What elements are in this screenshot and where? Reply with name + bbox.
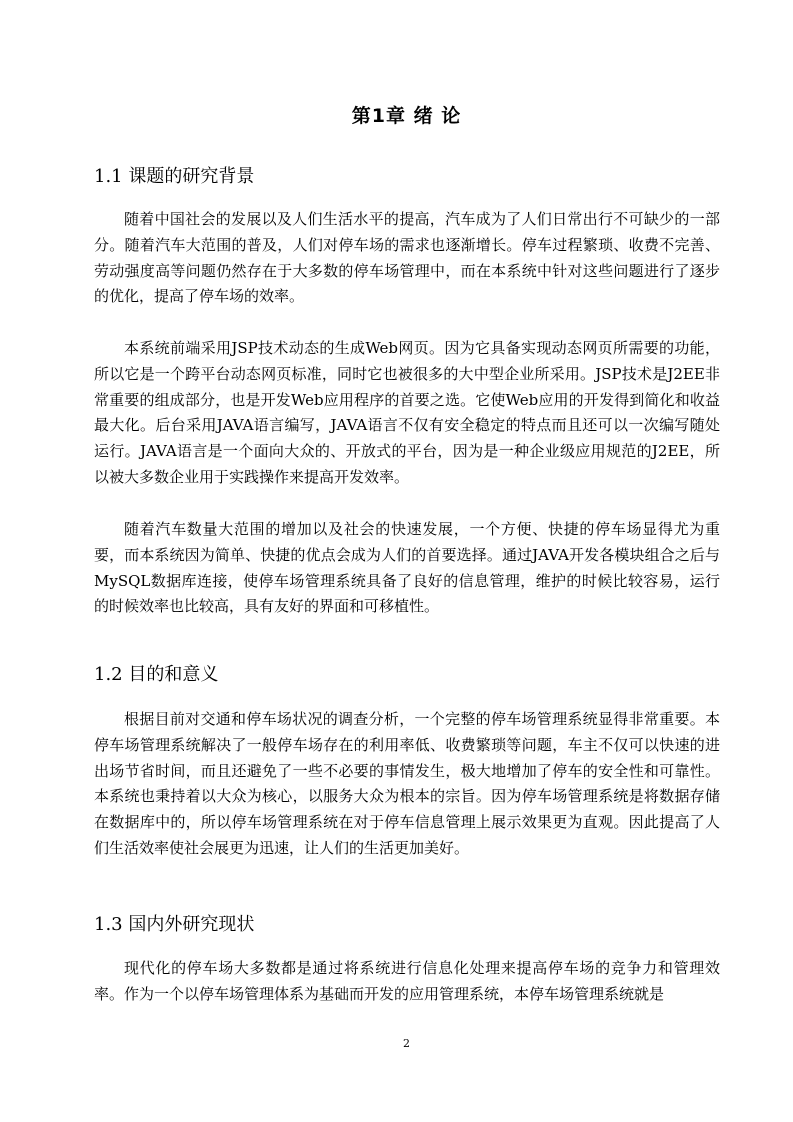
paragraph: 本系统前端采用JSP技术动态的生成Web网页。因为它具备实现动态网页所需要的功能，所以它是一个跨平台动态网页标准，同时它也被很多的大中型企业所采用。JSP技术是J2EE非常重要的组成部分，也是开发Web应用程序的首要之选。它使Web应用的开发得到简化和收益最大化。后台采用JAVA语言编写，JAVA语言不仅有安全稳定的特点而且还可以一次编写随处运行。JAVA语言是一个面向大众的、开放式的平台，因为是一种企业级应用规范的J2EE，所以被大多数企业用于实践操作来提高开发效率。	[94, 339, 720, 486]
section-heading-1-1: 1.1 课题的研究背景	[94, 166, 255, 187]
paragraph: 根据目前对交通和停车场状况的调查分析，一个完整的停车场管理系统显得非常重要。本停车场管理系统解决了一般停车场存在的利用率低、收费繁琐等问题，车主不仅可以快速的进出场节省时间，而且还避免了一些不必要的事情发生，极大地增加了停车的安全性和可靠性。本系统也秉持着以大众为核心，以服务大众为根本的宗旨。因为停车场管理系统是将数据存储在数据库中的，所以停车场管理系统在对于停车信息管理上展示效果更为直观。因此提高了人们生活效率使社会展更为迅速，让人们的生活更加美好。	[94, 710, 720, 857]
page-number: 2	[403, 1037, 410, 1050]
paragraph: 现代化的停车场大多数都是通过将系统进行信息化处理来提高停车场的竞争力和管理效率。作为一个以停车场管理体系为基础而开发的应用管理系统，本停车场管理系统就是	[94, 959, 720, 1003]
section-heading-1-2: 1.2 目的和意义	[94, 664, 219, 685]
chapter-title: 第1章 绪 论	[351, 105, 462, 127]
section-heading-1-3: 1.3 国内外研究现状	[94, 914, 255, 935]
paragraph: 随着汽车数量大范围的增加以及社会的快速发展，一个方便、快捷的停车场显得尤为重要，而本系统因为简单、快捷的优点会成为人们的首要选择。通过JAVA开发各模块组合之后与MySQL数据库连接，使停车场管理系统具备了良好的信息管理，维护的时候比较容易，运行的时候效率也比较高，具有友好的界面和可移植性。	[94, 520, 720, 616]
paragraph: 随着中国社会的发展以及人们生活水平的提高，汽车成为了人们日常出行不可缺少的一部分。随着汽车大范围的普及，人们对停车场的需求也逐渐增长。停车过程繁琐、收费不完善、劳动强度高等问题仍然存在于大多数的停车场管理中，而在本系统中针对这些问题进行了逐步的优化，提高了停车场的效率。	[94, 210, 720, 306]
